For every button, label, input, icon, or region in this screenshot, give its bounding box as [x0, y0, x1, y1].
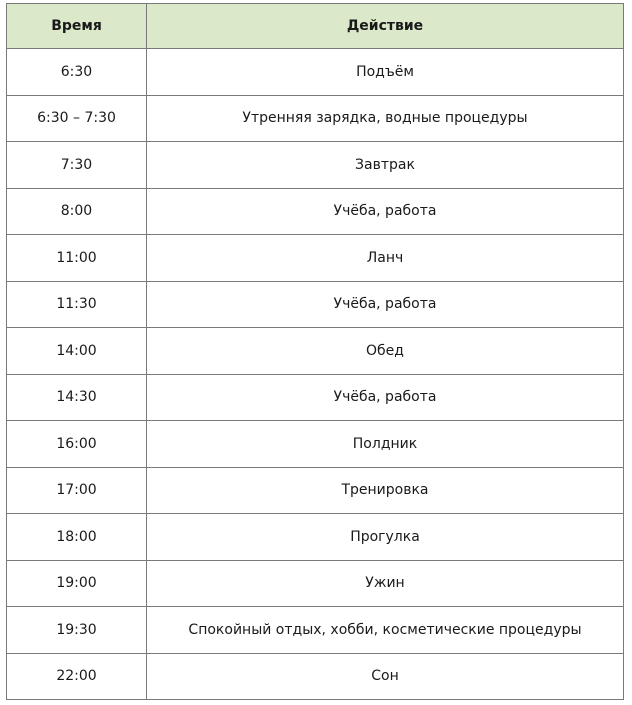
action-cell: Подъём [147, 49, 624, 96]
time-cell: 22:00 [7, 653, 147, 700]
table-row [7, 235, 624, 282]
table-row [7, 421, 624, 468]
time-cell: 14:30 [7, 374, 147, 421]
time-cell: 17:00 [7, 467, 147, 514]
schedule-header [7, 4, 624, 49]
table-row [7, 188, 624, 235]
time-column-header: Время [7, 4, 147, 49]
time-cell: 6:30 – 7:30 [7, 95, 147, 142]
table-row [7, 142, 624, 189]
header-row [7, 4, 624, 49]
table-row [7, 95, 624, 142]
table-row [7, 467, 624, 514]
time-cell: 7:30 [7, 142, 147, 189]
action-cell: Завтрак [147, 142, 624, 189]
table-row [7, 281, 624, 328]
schedule-body [7, 49, 624, 700]
table-row [7, 607, 624, 654]
action-cell: Учёба, работа [147, 374, 624, 421]
table-row [7, 49, 624, 96]
time-cell: 19:00 [7, 560, 147, 607]
action-cell: Спокойный отдых, хобби, косметические процедуры [147, 607, 624, 654]
table-row [7, 653, 624, 700]
action-cell: Сон [147, 653, 624, 700]
action-cell: Обед [147, 328, 624, 375]
table-row [7, 514, 624, 561]
time-cell: 19:30 [7, 607, 147, 654]
table-row [7, 374, 624, 421]
time-cell: 11:30 [7, 281, 147, 328]
action-cell: Тренировка [147, 467, 624, 514]
time-cell: 16:00 [7, 421, 147, 468]
table-row [7, 328, 624, 375]
action-cell: Ужин [147, 560, 624, 607]
time-cell: 8:00 [7, 188, 147, 235]
time-cell: 6:30 [7, 49, 147, 96]
time-cell: 14:00 [7, 328, 147, 375]
action-cell: Учёба, работа [147, 281, 624, 328]
action-cell: Утренняя зарядка, водные процедуры [147, 95, 624, 142]
action-cell: Полдник [147, 421, 624, 468]
time-cell: 11:00 [7, 235, 147, 282]
action-column-header: Действие [147, 4, 624, 49]
table-row [7, 560, 624, 607]
action-cell: Прогулка [147, 514, 624, 561]
time-cell: 18:00 [7, 514, 147, 561]
action-cell: Ланч [147, 235, 624, 282]
schedule-table [6, 3, 624, 700]
action-cell: Учёба, работа [147, 188, 624, 235]
